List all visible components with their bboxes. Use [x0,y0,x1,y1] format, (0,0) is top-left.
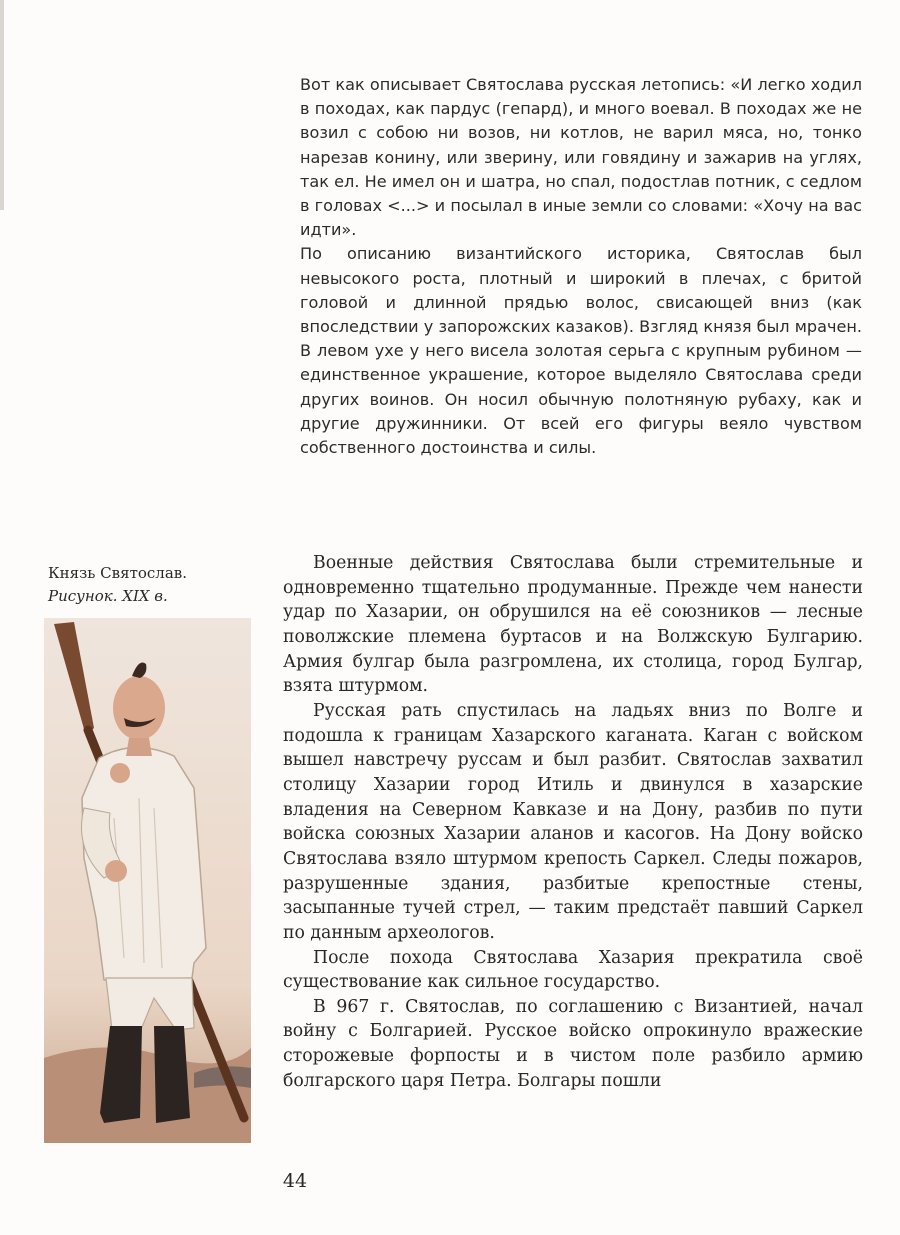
main-paragraph: После похода Святослава Хазария прекратила своё существование как сильное государство. [283,947,863,993]
main-text-block [283,551,863,1093]
page-number: 44 [282,1170,308,1192]
main-paragraph: Военные действия Святослава были стремительные и одновременно тщательно продуманные. Прежде чем нанести удар по Хазарии, он обрушился на её союзников — лесные поволжские племена буртасов и на Волжскую Булгарию. Армия булгар была разгромлена, их столица, город Булгар, взята штурмом. [283,553,863,697]
figure-caption [48,562,278,608]
caption-subtitle: Рисунок. XIX в. [48,587,168,605]
caption-title: Князь Святослав. [48,564,187,582]
main-paragraph: В 967 г. Святослав, по соглашению с Византией, начал войну с Болгарией. Русское войско опрокинуло вражеские сторожевые форпосты и в чистом поле разбило армию болгарского царя Петра. Болгары пошли [283,996,863,1091]
right-hand [110,763,130,783]
main-paragraph: Русская рать спустилась на ладьях вниз по Волге и подошла к границам Хазарского каганата. Каган с войском вышел навстречу руссам и был разбит. Святослав захватил столицу Хазарии город Итиль и двинулся в хазарские владения на Северном Кавказе и на Дону, разбив по пути войска союзных Хазарии аланов и касогов. На Дону войско Святослава взяло штурмом крепость Саркел. Следы пожаров, разрушенные здания, разбитые крепостные стены, засыпанные тучей стрел, — таким предстаёт павший Саркел по данным археологов. [283,700,863,943]
head [113,676,165,740]
page-edge-mark [0,0,4,210]
sidebar-paragraph: Вот как описывает Святослава русская летопись: «И легко ходил в походах, как пардус (гепард), и много воевал. В походах же не возил с собою ни возов, ни котлов, не варил мяса, но, тонко нарезав конину, или зверину, или говядину и зажарив на углях, так ел. Не имел он и шатра, но спал, подостлав потник, с седлом в головах <...> и посылал в иные земли со словами: «Хочу на вас идти». [300,75,862,240]
left-hand [105,860,127,882]
portrait-illustration [44,618,251,1143]
sidebar-paragraph: По описанию византийского историка, Святослав был невысокого роста, плотный и широкий в плечах, с бритой головой и длинной прядью волос, свисающей вниз (как впоследствии у запорожских казаков). Взгляд князя был мрачен. В левом ухе у него висела золотая серьга с крупным рубином — единственное украшение, которое выделяло Святослава среди других воинов. Он носил обычную полотняную рубаху, как и другие дружинники. От всей его фигуры веяло чувством собственного достоинства и силы. [300,244,862,458]
neck [126,738,152,756]
sidebar-text-block [300,73,862,460]
right-boot [154,1026,190,1123]
prince-svyatoslav-drawing [44,618,251,1143]
